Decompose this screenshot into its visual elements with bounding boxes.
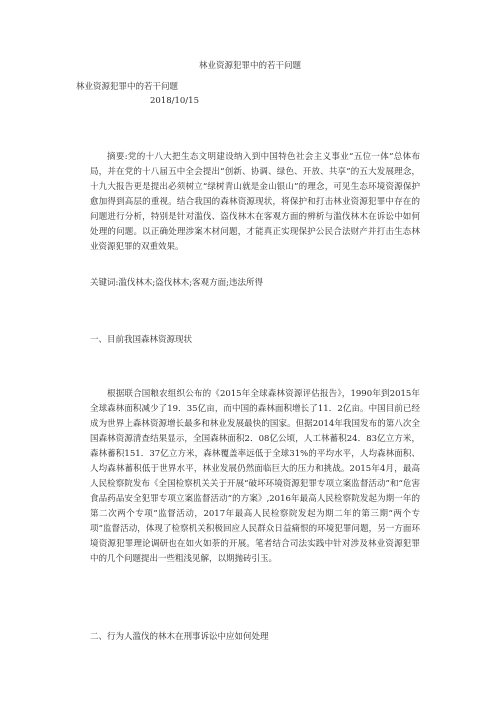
section-heading-2: 二、行为人滥伐的林木在刑事诉讼中应如何处理 <box>90 632 269 642</box>
document-subtitle: 林业资源犯罪中的若干问题 <box>76 82 179 92</box>
section-body-1: 根据联合国粮农组织公布的《2015年全球森林资源评估报告》，1990年到2015年全球森林面积减少了19．35亿亩，而中国的森林面积增长了11．2亿亩。中国目前已经成为世界上森林资源增长最多和林业发展最快的国家。但据2014年我国发布的第八次全国森林资源清查结果显示，全国森林面积2．08亿公顷，人工林蓄积24．83亿立方米，森林蓄积151．37亿立方米，森林覆盖率远低于全球31%的平均水平，人均森林面积、人均森林蓄积低于世界水平，林业发展仍然面临巨大的压力和挑战。2015年4月，最高人民检察院发布《全国检察机关关于开展“破坏环境资源犯罪专项立案监督活动”和“危害食品药品安全犯罪专项立案监督活动”的方案》,2016年最高人民检察院发起为期一年的第二次两个专项”监督活动，2017年最高人民检察院发起为期二年的第三期“两个专项”监督活动，体现了检察机关积极回应人民群众日益痛恨的环境犯罪问题，另一方面环境资源犯罪理论调研也在如火如荼的开展。笔者结合司法实践中针对涉及林业资源犯罪中的几个问题提出一些粗浅见解，以期抛砖引玉。 <box>90 389 420 564</box>
section-heading-1: 一、目前我国森林资源现状 <box>90 335 193 345</box>
document-date: 2018/10/15 <box>150 96 199 106</box>
abstract-paragraph: 摘要:党的十八大把生态文明建设纳入到中国特色社会主义事业“五位一体”总体布局，并在党的十八届五中全会提出“创新、协调、绿色、开放、共享”的五大发展理念，十九大报告更是提出必须树立“绿树青山就是金山银山”的理念，可见生态环境资源保护愈加得到高层的重视。结合我国的森林资源现状，将保护和打击林业资源犯罪中存在的问题进行分析，特别是针对滥伐、盗伐林木在客观方面的辨析与滥伐林木在诉讼中如何处理的问题。以正确处理涉案木材问题，才能真正实现保护公民合法财产并打击生态林业资源犯罪的双重效果。 <box>90 152 420 252</box>
keywords-line: 关键词:滥伐林木;盗伐林木;客观方面;违法所得 <box>90 278 263 288</box>
document-title: 林业资源犯罪中的若干问题 <box>198 61 301 71</box>
